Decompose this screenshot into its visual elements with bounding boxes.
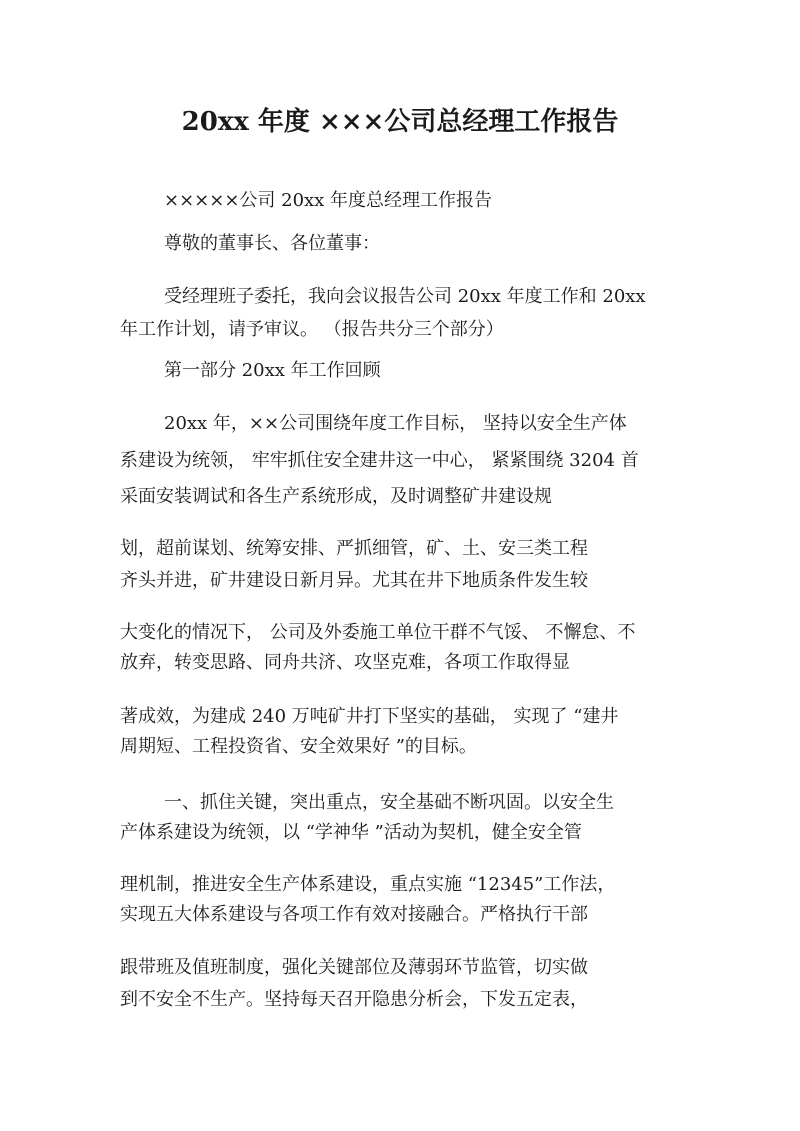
paragraph-line: 到不安全不生产。坚持每天召开隐患分析会，下发五定表， [120,989,588,1010]
paragraph-line: 理机制，推进安全生产体系建设，重点实施 “12345”工作法， [120,874,616,895]
paragraph-line: 系建设为统领， 牢牢抓住安全建井这一中心， 紧紧围绕 3204 首 [120,450,639,471]
paragraph-line: 产体系建设为统领，以 “学神华 ”活动为契机，健全安全管 [120,822,582,843]
paragraph-line: 划，超前谋划、统筹安排、严抓细管，矿、土、安三类工程 [120,538,588,559]
paragraph-line: 实现五大体系建设与各项工作有效对接融合。严格执行干部 [120,904,588,925]
paragraph-line: 放弃，转变思路、同舟共济、攻坚克难，各项工作取得显 [120,652,570,673]
paragraph-line: 大变化的情况下， 公司及外委施工单位干群不气馁、 不懈怠、不 [120,622,636,643]
paragraph-line: 周期短、工程投资省、安全效果好 ”的目标。 [120,736,477,757]
paragraph-line: 著成效，为建成 240 万吨矿井打下坚实的基础， 实现了 “建井 [120,706,619,727]
report-heading-line: ×××××公司 20xx 年度总经理工作报告 [164,190,493,211]
section-heading-line: 第一部分 20xx 年工作回顾 [164,360,381,381]
paragraph-line: 采面安装调试和各生产系统形成，及时调整矿井建设规 [120,486,552,507]
paragraph-line: 一、抓住关键，突出重点，安全基础不断巩固。以安全生 [164,792,614,813]
paragraph-line: 年工作计划，请予审议。 （报告共分三个部分） [120,319,504,340]
paragraph-line: 跟带班及值班制度，强化关键部位及薄弱环节监管，切实做 [120,957,588,978]
paragraph-line: 受经理班子委托，我向会议报告公司 20xx 年度工作和 20xx [164,286,646,307]
document-title: 20xx 年度 ×××公司总经理工作报告 [181,107,619,137]
salutation-line: 尊敬的董事长、各位董事： [164,233,380,254]
paragraph-line: 齐头并进，矿井建设日新月异。尤其在井下地质条件发生较 [120,570,588,591]
paragraph-line: 20xx 年，××公司围绕年度工作目标， 坚持以安全生产体 [164,413,627,434]
